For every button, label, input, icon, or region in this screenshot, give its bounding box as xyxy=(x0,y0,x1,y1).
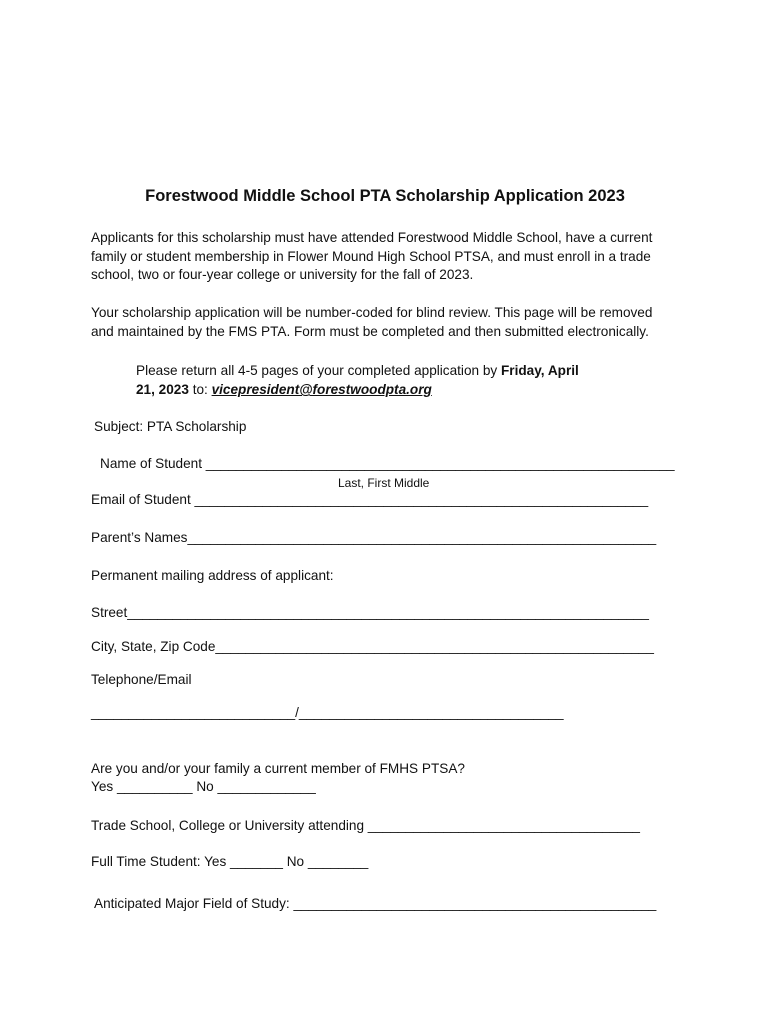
deadline-part-1: Friday, April xyxy=(500,363,579,378)
subject-line: Subject: PTA Scholarship xyxy=(94,419,247,434)
review-paragraph xyxy=(91,304,681,341)
eligibility-paragraph xyxy=(91,229,681,285)
name-of-student-field[interactable]: Name of Student ______________________________________________________________ xyxy=(100,456,675,471)
return-to-text: to: xyxy=(188,382,212,397)
anticipated-major-field[interactable]: Anticipated Major Field of Study: ________________________________________________ xyxy=(94,896,657,911)
street-field[interactable]: Street_____________________________________________________________________ xyxy=(91,605,649,620)
telephone-email-field[interactable]: ___________________________/___________________________________ xyxy=(91,705,564,720)
trade-school-field[interactable]: Trade School, College or University attending ____________________________________ xyxy=(91,818,640,833)
review-line-1: Your scholarship application will be number-coded for blind review. This page will be removed xyxy=(91,305,653,320)
submission-email-link[interactable]: vicepresident@forestwoodpta.org xyxy=(211,382,432,397)
eligibility-line-1: Applicants for this scholarship must have attended Forestwood Middle School, have a current xyxy=(91,230,653,245)
fmhs-membership-question: Are you and/or your family a current member of FMHS PTSA? xyxy=(91,761,465,776)
review-line-2: and maintained by the FMS PTA. Form must be completed and then submitted electronically. xyxy=(91,323,649,339)
return-instructions-line-1 xyxy=(136,362,579,380)
mailing-address-label: Permanent mailing address of applicant: xyxy=(91,568,334,583)
eligibility-line-3: school, two or four-year college or university for the fall of 2023. xyxy=(91,267,474,283)
parents-names-field[interactable]: Parent’s Names______________________________________________________________ xyxy=(91,530,657,545)
deadline-part-2: 21, 2023 xyxy=(136,382,189,397)
email-of-student-field[interactable]: Email of Student ____________________________________________________________ xyxy=(91,492,649,507)
eligibility-line-2: family or student membership in Flower Mound High School PTSA, and must enroll in a trade xyxy=(91,248,651,264)
return-instructions-line-2 xyxy=(136,381,432,399)
page-title: Forestwood Middle School PTA Scholarship Application 2023 xyxy=(145,187,625,205)
return-lead-text: Please return all 4-5 pages of your completed application by xyxy=(136,363,501,378)
name-format-hint: Last, First Middle xyxy=(338,476,430,490)
fmhs-membership-answer-field[interactable]: Yes __________ No _____________ xyxy=(91,779,316,794)
full-time-student-field[interactable]: Full Time Student: Yes _______ No ________ xyxy=(91,854,369,869)
telephone-email-label: Telephone/Email xyxy=(91,672,192,687)
city-state-zip-field[interactable]: City, State, Zip Code__________________________________________________________ xyxy=(91,639,654,654)
